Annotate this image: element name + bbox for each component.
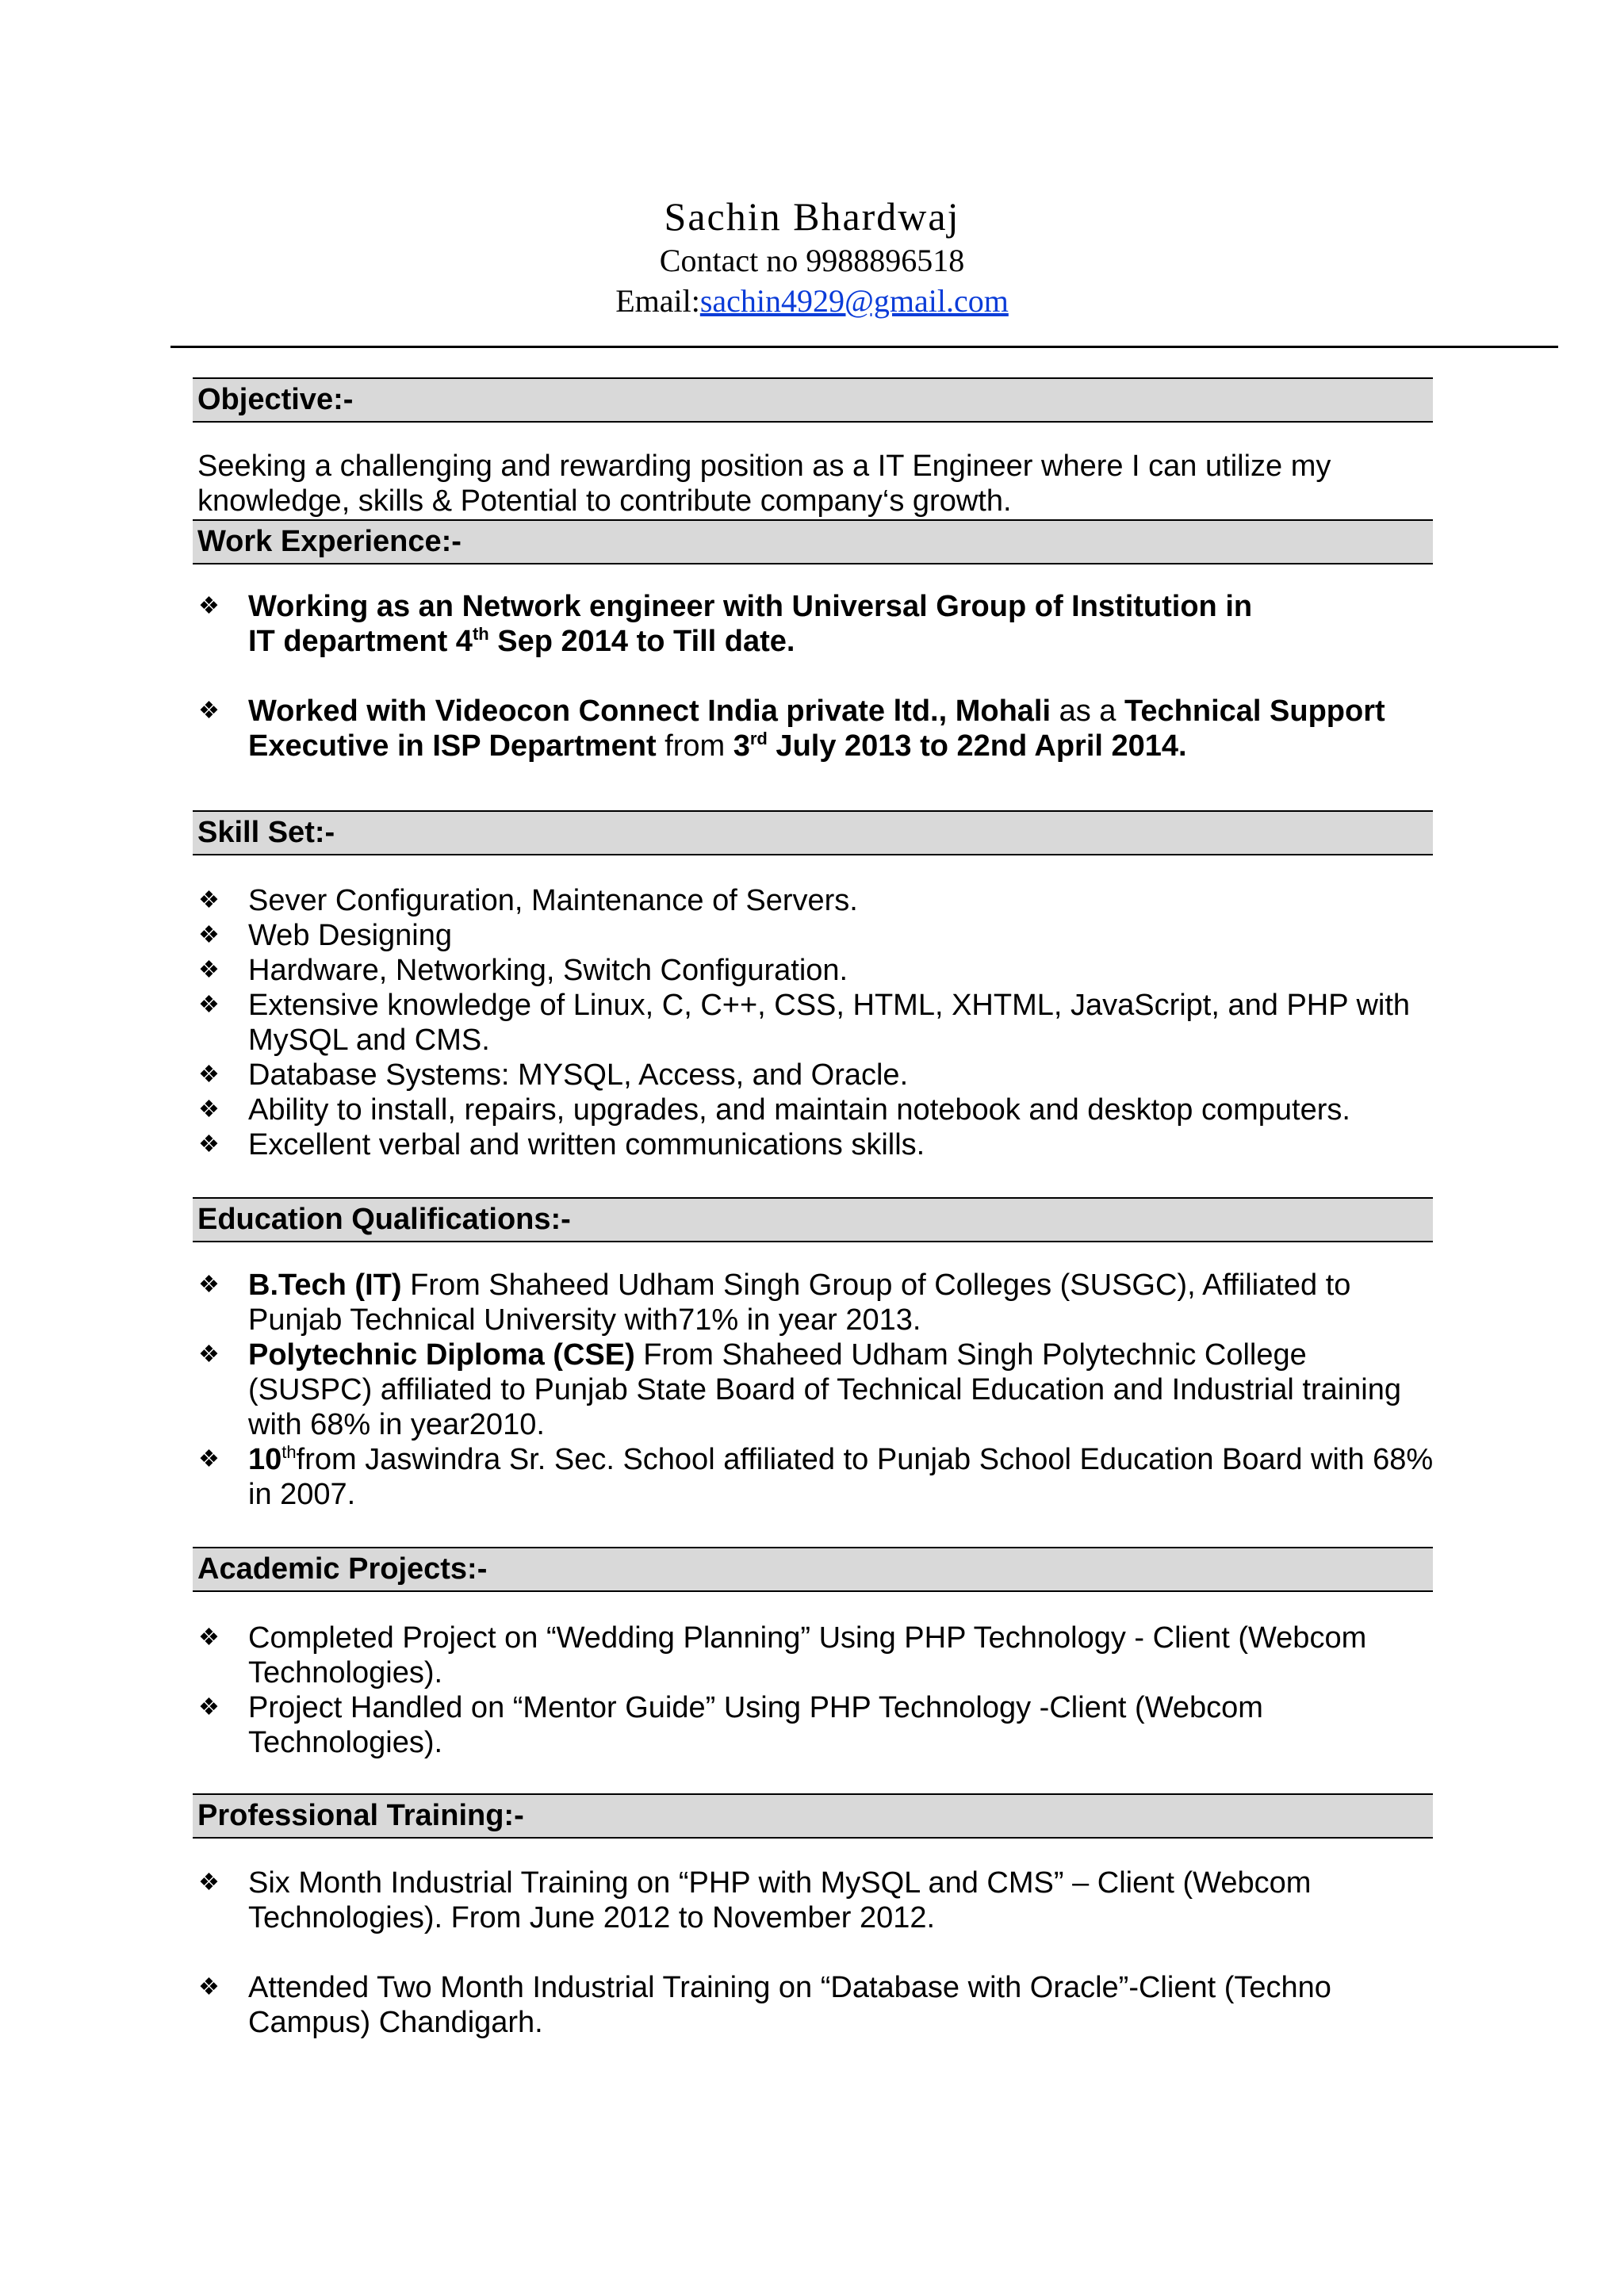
contact-number: Contact no 9988896518: [659, 243, 965, 278]
project-text: Project Handled on “Mentor Guide” Using PHP Technology -Client (Webcom Technologies).: [248, 1691, 1263, 1759]
diamond-bullet-icon: ❖: [198, 1131, 220, 1158]
work-item-1-sup: th: [472, 624, 489, 644]
diamond-bullet-icon: ❖: [198, 922, 220, 948]
objective-text: Seeking a challenging and rewarding position as a IT Engineer where I can utilize my knowledge, skills & Potential to contribute company‘s growth.: [197, 450, 1331, 518]
diamond-bullet-icon: ❖: [198, 887, 220, 913]
header-divider: [170, 346, 1558, 348]
diamond-bullet-icon: ❖: [198, 1869, 220, 1896]
education-tenth-sup: th: [282, 1442, 297, 1462]
diamond-bullet-icon: ❖: [198, 1096, 220, 1123]
diamond-bullet-icon: ❖: [198, 1272, 220, 1298]
education-btech-text: From Shaheed Udham Singh Group of Colleges (SUSGC), Affiliated to Punjab Technical University with71% in year 2013.: [248, 1269, 1351, 1337]
section-heading-work-experience: Work Experience:-: [193, 519, 1433, 564]
list-item: [198, 918, 1435, 953]
diamond-bullet-icon: ❖: [198, 593, 220, 619]
skill-list: [198, 883, 1435, 1162]
training-list: [198, 1866, 1435, 2040]
diamond-bullet-icon: ❖: [198, 957, 220, 983]
list-item: [198, 1442, 1435, 1512]
projects-list: [198, 1621, 1435, 1760]
project-text: Completed Project on “Wedding Planning” Using PHP Technology - Client (Webcom Technologies).: [248, 1621, 1367, 1689]
email-label: Email:: [615, 283, 700, 319]
list-item: [198, 1621, 1435, 1690]
email-line: [0, 281, 1624, 321]
list-item: [198, 988, 1435, 1058]
list-item: [198, 883, 1435, 918]
work-item-2-text2: from: [656, 729, 733, 763]
list-item: [198, 1058, 1435, 1093]
skill-text: Hardware, Networking, Switch Configuration.: [248, 954, 848, 987]
work-item-2-text1: as a: [1051, 695, 1124, 728]
education-tenth-text: from Jaswindra Sr. Sec. School affiliated to Punjab School Education Board with 68% in 2007.: [248, 1443, 1434, 1511]
work-item-2-date-start: 3: [733, 729, 750, 763]
work-experience-list: [198, 589, 1435, 763]
skill-text: Web Designing: [248, 919, 453, 952]
section-heading-academic-projects: Academic Projects:-: [193, 1547, 1433, 1592]
list-item: [198, 694, 1435, 763]
diamond-bullet-icon: ❖: [198, 1341, 220, 1368]
skill-text: Ability to install, repairs, upgrades, and maintain notebook and desktop computers.: [248, 1093, 1350, 1127]
section-heading-objective: Objective:-: [193, 377, 1433, 423]
education-diploma-degree: Polytechnic Diploma (CSE): [248, 1338, 635, 1372]
training-text: Attended Two Month Industrial Training on “Database with Oracle”-Client (Techno Campus) Chandigarh.: [248, 1971, 1331, 2039]
section-heading-skill-set: Skill Set:-: [193, 810, 1433, 855]
diamond-bullet-icon: ❖: [198, 1974, 220, 2000]
work-item-2-company: Worked with Videocon Connect India private ltd., Mohali: [248, 695, 1051, 728]
skill-text: Excellent verbal and written communications skills.: [248, 1128, 925, 1161]
education-btech-degree: B.Tech (IT): [248, 1269, 402, 1302]
work-item-2-date-rest: July 2013 to 22nd April 2014.: [767, 729, 1187, 763]
diamond-bullet-icon: ❖: [198, 698, 220, 724]
skill-text: Database Systems: MYSQL, Access, and Oracle.: [248, 1058, 909, 1092]
work-item-2-sup: rd: [749, 729, 768, 748]
diamond-bullet-icon: ❖: [198, 1624, 220, 1651]
candidate-name: Sachin Bhardwaj: [664, 194, 960, 239]
list-item: [198, 1268, 1435, 1337]
list-item: [198, 589, 1435, 659]
work-item-1-line2a: IT department 4: [248, 625, 473, 658]
section-heading-education: Education Qualifications:-: [193, 1197, 1433, 1242]
work-item-2-role: Technical Support Executive in ISP Department: [248, 695, 1385, 763]
section-heading-professional-training: Professional Training:-: [193, 1793, 1433, 1839]
education-list: [198, 1268, 1435, 1512]
education-tenth-grade: 10: [248, 1443, 282, 1476]
list-item: [198, 1970, 1435, 2040]
email-link[interactable]: sachin4929@gmail.com: [699, 283, 1009, 319]
education-diploma-text: From Shaheed Udham Singh Polytechnic College (SUSPC) affiliated to Punjab State Board of Technical Education and Industrial training with 68% in year2010.: [248, 1338, 1402, 1441]
list-item: [198, 1337, 1435, 1442]
list-item: [198, 1866, 1435, 1935]
work-item-1-line1: Working as an Network engineer with Universal Group of Institution in: [248, 590, 1253, 623]
list-item: [198, 1093, 1435, 1127]
list-item: [198, 1690, 1435, 1760]
list-item: [198, 1127, 1435, 1162]
diamond-bullet-icon: ❖: [198, 1062, 220, 1088]
skill-text: Sever Configuration, Maintenance of Servers.: [248, 884, 858, 917]
diamond-bullet-icon: ❖: [198, 1446, 220, 1472]
diamond-bullet-icon: ❖: [198, 992, 220, 1018]
training-text: Six Month Industrial Training on “PHP with MySQL and CMS” – Client (Webcom Technologies). From June 2012 to November 2012.: [248, 1866, 1312, 1934]
work-item-1-line2b: Sep 2014 to Till date.: [488, 625, 795, 658]
diamond-bullet-icon: ❖: [198, 1694, 220, 1720]
list-item: [198, 953, 1435, 988]
skill-text: Extensive knowledge of Linux, C, C++, CSS, HTML, XHTML, JavaScript, and PHP with MySQL and CMS.: [248, 989, 1411, 1057]
